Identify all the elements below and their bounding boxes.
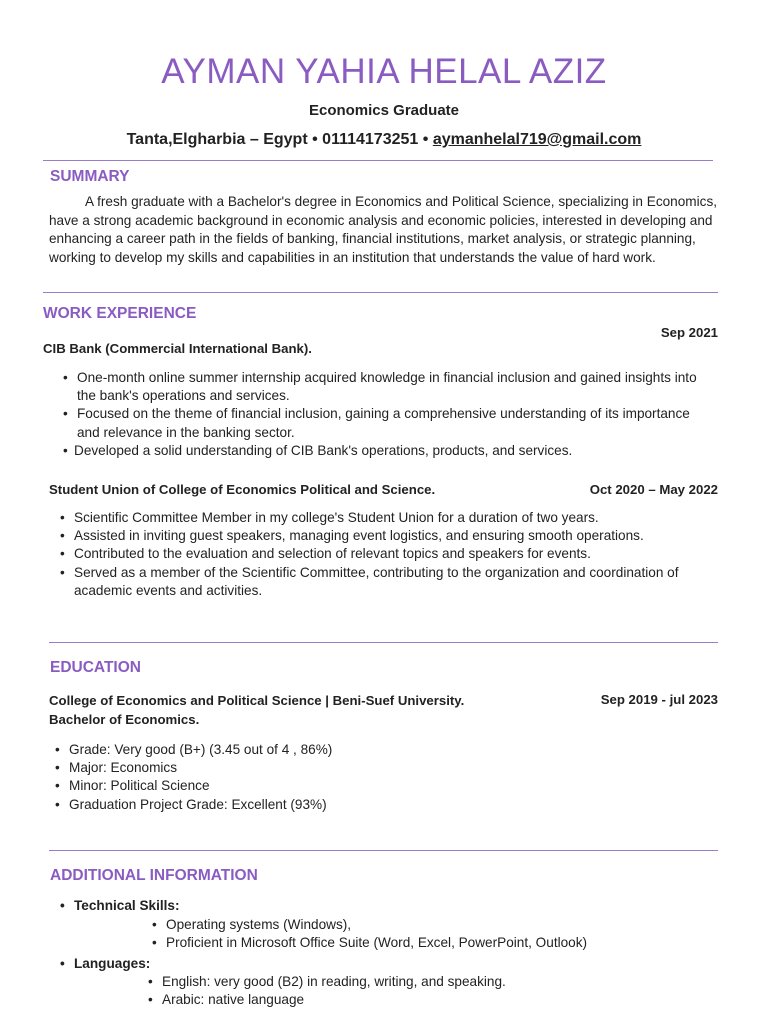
list-item: • Scientific Committee Member in my college's Student Union for a duration of two years. bbox=[60, 509, 690, 527]
job-date: Oct 2020 – May 2022 bbox=[589, 482, 718, 497]
degree-name: Bachelor of Economics. bbox=[49, 712, 200, 727]
divider bbox=[49, 642, 718, 643]
technical-label-list bbox=[60, 897, 700, 915]
education-bullets bbox=[55, 741, 695, 814]
location: Tanta,Elgharbia – Egypt bbox=[126, 131, 308, 148]
list-item: • Developed a solid understanding of CIB Bank's operations, products, and services. bbox=[63, 442, 713, 460]
candidate-name: AYMAN YAHIA HELAL AZIZ bbox=[161, 52, 607, 91]
technical-skills-label: • Technical Skills: bbox=[60, 897, 700, 915]
technical-skills-list bbox=[152, 916, 712, 952]
education-heading: EDUCATION bbox=[50, 659, 141, 676]
list-item: • Arabic: native language bbox=[148, 991, 708, 1009]
languages-list bbox=[148, 973, 708, 1009]
candidate-title: Economics Graduate bbox=[308, 102, 460, 119]
list-item: • Minor: Political Science bbox=[55, 777, 695, 795]
list-item: • Proficient in Microsoft Office Suite (Word, Excel, PowerPoint, Outlook) bbox=[152, 934, 712, 952]
languages-label: • Languages: bbox=[60, 955, 700, 973]
job-date: Sep 2021 bbox=[660, 325, 718, 340]
school-name: College of Economics and Political Science | Beni-Suef University. bbox=[49, 693, 465, 708]
list-item: • Assisted in inviting guest speakers, managing event logistics, and ensuring smooth operations. bbox=[60, 527, 690, 545]
job-org: CIB Bank (Commercial International Bank). bbox=[43, 341, 312, 356]
list-item: • Contributed to the evaluation and selection of relevant topics and speakers for events. bbox=[60, 545, 690, 563]
list-item: • One-month online summer internship acquired knowledge in financial inclusion and gained insights into the bank's operations and services. bbox=[63, 369, 713, 405]
list-item: • Graduation Project Grade: Excellent (93%) bbox=[55, 796, 695, 814]
job-bullets bbox=[63, 369, 713, 460]
contact-line bbox=[0, 131, 768, 149]
list-item: • Served as a member of the Scientific Committee, contributing to the organization and coordination of academic events and activities. bbox=[60, 564, 690, 600]
phone: 01114173251 bbox=[322, 131, 419, 148]
summary-text: A fresh graduate with a Bachelor's degree in Economics and Political Science, specializing in Economics, have a strong academic background in economic analysis and economic policies, interested in developing and enhancing a career path in the fields of banking, financial institutions, market analysis, or strategic planning, working to develop my skills and capabilities in an institution that understands the value of hard work. bbox=[49, 194, 718, 265]
list-item: • Major: Economics bbox=[55, 759, 695, 777]
divider bbox=[43, 160, 713, 161]
separator: • bbox=[422, 131, 429, 148]
languages-label-list bbox=[60, 955, 700, 973]
education-date: Sep 2019 - jul 2023 bbox=[600, 692, 718, 707]
job-bullets bbox=[60, 509, 690, 600]
job-org: Student Union of College of Economics Political and Science. bbox=[49, 482, 436, 497]
divider bbox=[49, 850, 718, 851]
list-item: • Focused on the theme of financial inclusion, gaining a comprehensive understanding of its importance and relevance in the banking sector. bbox=[63, 405, 713, 441]
list-item: • Grade: Very good (B+) (3.45 out of 4 , 86%) bbox=[55, 741, 695, 759]
divider bbox=[43, 292, 718, 293]
additional-heading: ADDITIONAL INFORMATION bbox=[50, 867, 258, 884]
work-heading: WORK EXPERIENCE bbox=[43, 305, 197, 322]
summary-heading: SUMMARY bbox=[50, 168, 130, 185]
list-item: • English: very good (B2) in reading, writing, and speaking. bbox=[148, 973, 708, 991]
separator: • bbox=[312, 131, 318, 148]
list-item: • Operating systems (Windows), bbox=[152, 916, 712, 934]
email-link[interactable]: aymanhelal719@gmail.com bbox=[432, 131, 642, 148]
